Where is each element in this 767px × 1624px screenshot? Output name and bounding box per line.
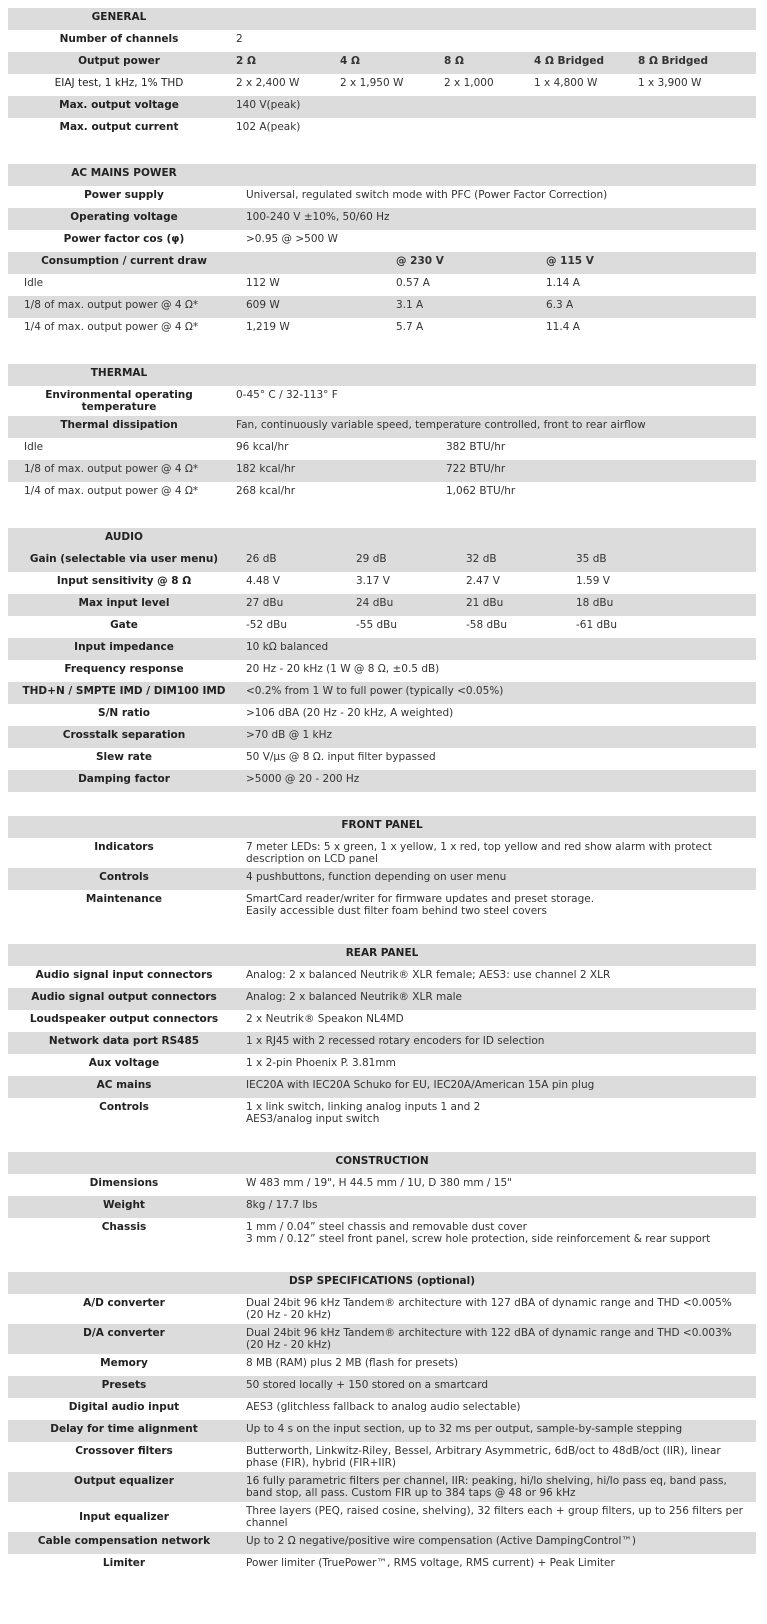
btu-value: 382 BTU/hr bbox=[446, 441, 506, 453]
max-current-value: 102 A(peak) bbox=[236, 121, 301, 133]
thermal-row-label: 1/4 of max. output power @ 4 Ω* bbox=[24, 485, 199, 497]
chassis-line: 3 mm / 0.12” steel front panel, screw hole protection, side reinforcement & rear support bbox=[246, 1233, 711, 1245]
front-controls-label: Controls bbox=[8, 868, 240, 890]
network-port-value: 1 x RJ45 with 2 recessed rotary encoders for ID selection bbox=[240, 1032, 756, 1054]
delay-label: Delay for time alignment bbox=[8, 1420, 240, 1442]
gate-value: -52 dBu bbox=[246, 619, 288, 631]
dimensions-value: W 483 mm / 19", H 44.5 mm / 1U, D 380 mm / 15" bbox=[246, 1177, 512, 1189]
maintenance-label: Maintenance bbox=[85, 893, 163, 905]
speaker-connectors-value: 2 x Neutrik® Speakon NL4MD bbox=[246, 1013, 404, 1025]
power-supply-value: Universal, regulated switch mode with PFC (Power Factor Correction) bbox=[246, 189, 608, 201]
power-header: 4 Ω bbox=[334, 52, 438, 74]
btu-value: 1,062 BTU/hr bbox=[446, 485, 516, 497]
kcal-value: 96 kcal/hr bbox=[236, 441, 289, 453]
rear-controls-line: 1 x link switch, linking analog inputs 1 and 2 bbox=[246, 1101, 481, 1113]
gain-label: Gain (selectable via user menu) bbox=[8, 550, 240, 572]
gain-value: 26 dB bbox=[240, 550, 350, 572]
presets-label: Presets bbox=[8, 1376, 240, 1398]
aux-voltage-value: 1 x 2-pin Phoenix P. 3.81mm bbox=[246, 1057, 396, 1069]
kcal-value: 182 kcal/hr bbox=[230, 460, 440, 482]
impedance-label: Input impedance bbox=[8, 638, 240, 660]
dissipation-label: Thermal dissipation bbox=[8, 416, 230, 438]
operating-voltage-label: Operating voltage bbox=[8, 208, 240, 230]
da-value: Dual 24bit 96 kHz Tandem® architecture with 122 dBA of dynamic range and THD <0.003% (20 Hz - 20 kHz) bbox=[240, 1324, 756, 1354]
memory-value: 8 MB (RAM) plus 2 MB (flash for presets) bbox=[246, 1357, 459, 1369]
ad-label: A/D converter bbox=[83, 1297, 165, 1309]
crossover-value: Butterworth, Linkwitz-Riley, Bessel, Arbitrary Asymmetric, 6dB/oct to 48dB/oct (IIR), linear phase (FIR), hybrid (FIR+IIR) bbox=[246, 1445, 721, 1469]
front-title: FRONT PANEL bbox=[8, 816, 756, 838]
delay-value: Up to 4 s on the input section, up to 32 ms per output, sample-by-sample stepping bbox=[240, 1420, 756, 1442]
thermal-table bbox=[8, 364, 756, 504]
cable-comp-label: Cable compensation network bbox=[8, 1532, 240, 1554]
max-input-value: 18 dBu bbox=[570, 594, 756, 616]
limiter-value: Power limiter (TruePower™, RMS voltage, RMS current) + Peak Limiter bbox=[246, 1557, 615, 1569]
freq-label: Frequency response bbox=[64, 663, 184, 675]
front-controls-value: 4 pushbuttons, function depending on user menu bbox=[240, 868, 756, 890]
sensitivity-value: 2.47 V bbox=[466, 575, 500, 587]
sn-label: S/N ratio bbox=[98, 707, 150, 719]
output-connectors-label: Audio signal output connectors bbox=[8, 988, 240, 1010]
rear-title: REAR PANEL bbox=[8, 944, 756, 966]
power-factor-label: Power factor cos (φ) bbox=[63, 233, 185, 245]
thd-value: <0.2% from 1 W to full power (typically <0.05%) bbox=[240, 682, 756, 704]
power-header: 8 Ω bbox=[438, 52, 528, 74]
gain-value: 29 dB bbox=[350, 550, 460, 572]
eiaj-value: 2 x 1,000 bbox=[444, 77, 494, 89]
env-temp-value: 0-45° C / 32-113° F bbox=[236, 389, 338, 401]
thermal-title: THERMAL bbox=[8, 364, 230, 386]
digital-input-label: Digital audio input bbox=[68, 1401, 180, 1413]
rear-panel-table bbox=[8, 944, 756, 1128]
general-title: GENERAL bbox=[8, 8, 230, 30]
cons-row-label: Idle bbox=[24, 277, 44, 289]
crossover-label: Crossover filters bbox=[75, 1445, 173, 1457]
construction-title: CONSTRUCTION bbox=[8, 1152, 756, 1174]
max-voltage-label: Max. output voltage bbox=[8, 96, 230, 118]
power-header: 4 Ω Bridged bbox=[528, 52, 632, 74]
weight-value: 8kg / 17.7 lbs bbox=[240, 1196, 756, 1218]
slew-value: 50 V/μs @ 8 Ω. input filter bypassed bbox=[246, 751, 436, 763]
power-factor-value: >0.95 @ >500 W bbox=[246, 233, 338, 245]
network-port-label: Network data port RS485 bbox=[8, 1032, 240, 1054]
slew-label: Slew rate bbox=[95, 751, 153, 763]
kcal-value: 268 kcal/hr bbox=[236, 485, 296, 497]
aux-voltage-label: Aux voltage bbox=[88, 1057, 160, 1069]
rear-controls-label: Controls bbox=[99, 1101, 149, 1113]
input-connectors-label: Audio signal input connectors bbox=[35, 969, 213, 981]
gate-value: -61 dBu bbox=[576, 619, 618, 631]
sn-value: >106 dBA (20 Hz - 20 kHz, A weighted) bbox=[246, 707, 454, 719]
gate-value: -58 dBu bbox=[466, 619, 508, 631]
dsp-table bbox=[8, 1272, 756, 1576]
input-connectors-value: Analog: 2 x balanced Neutrik® XLR female; AES3: use channel 2 XLR bbox=[246, 969, 611, 981]
eiaj-value: 2 x 2,400 W bbox=[236, 77, 300, 89]
indicators-value: 7 meter LEDs: 5 x green, 1 x yellow, 1 x red, top yellow and red show alarm with protect description on LCD panel bbox=[246, 841, 712, 865]
crosstalk-label: Crosstalk separation bbox=[8, 726, 240, 748]
ac-mains-label: AC mains bbox=[8, 1076, 240, 1098]
freq-value: 20 Hz - 20 kHz (1 W @ 8 Ω, ±0.5 dB) bbox=[246, 663, 440, 675]
max-input-value: 27 dBu bbox=[240, 594, 350, 616]
power-header: 8 Ω Bridged bbox=[632, 52, 756, 74]
cons-amps-115: 1.14 A bbox=[546, 277, 580, 289]
audio-table bbox=[8, 528, 756, 792]
gain-value: 35 dB bbox=[570, 550, 756, 572]
presets-value: 50 stored locally + 150 stored on a smartcard bbox=[240, 1376, 756, 1398]
speaker-connectors-label: Loudspeaker output connectors bbox=[29, 1013, 219, 1025]
general-table bbox=[8, 8, 756, 140]
thd-label: THD+N / SMPTE IMD / DIM100 IMD bbox=[8, 682, 240, 704]
sensitivity-value: 4.48 V bbox=[246, 575, 280, 587]
max-input-label: Max input level bbox=[8, 594, 240, 616]
weight-label: Weight bbox=[8, 1196, 240, 1218]
digital-input-value: AES3 (glitchless fallback to analog audio selectable) bbox=[246, 1401, 521, 1413]
impedance-value: 10 kΩ balanced bbox=[240, 638, 756, 660]
ac-title: AC MAINS POWER bbox=[8, 164, 240, 186]
cons-amps-230: 5.7 A bbox=[396, 321, 424, 333]
thermal-row-label: 1/8 of max. output power @ 4 Ω* bbox=[8, 460, 230, 482]
maintenance-line: Easily accessible dust filter foam behind two steel covers bbox=[246, 905, 547, 917]
cons-amps-230: 3.1 A bbox=[390, 296, 540, 318]
damping-label: Damping factor bbox=[8, 770, 240, 792]
eiaj-value: 1 x 3,900 W bbox=[638, 77, 702, 89]
gate-value: -55 dBu bbox=[356, 619, 398, 631]
cable-comp-value: Up to 2 Ω negative/positive wire compensation (Active DampingControl™) bbox=[240, 1532, 756, 1554]
max-current-label: Max. output current bbox=[59, 121, 179, 133]
col-230v: @ 230 V bbox=[390, 252, 540, 274]
eiaj-value: 1 x 4,800 W bbox=[534, 77, 598, 89]
audio-title: AUDIO bbox=[8, 528, 240, 550]
front-panel-table bbox=[8, 816, 756, 920]
eiaj-value: 2 x 1,950 W bbox=[340, 77, 404, 89]
dimensions-label: Dimensions bbox=[89, 1177, 159, 1189]
operating-voltage-value: 100-240 V ±10%, 50/60 Hz bbox=[240, 208, 756, 230]
consumption-label: Consumption / current draw bbox=[8, 252, 240, 274]
indicators-label: Indicators bbox=[94, 841, 154, 853]
cons-watts: 1,219 W bbox=[246, 321, 290, 333]
da-label: D/A converter bbox=[8, 1324, 240, 1354]
cons-row-label: 1/4 of max. output power @ 4 Ω* bbox=[24, 321, 199, 333]
channels-value: 2 bbox=[236, 33, 243, 45]
spec-sheet bbox=[8, 0, 756, 1576]
input-eq-value: Three layers (PEQ, raised cosine, shelving), 32 filters each + group filters, up to 256 filters per channel bbox=[246, 1505, 743, 1529]
channels-label: Number of channels bbox=[59, 33, 179, 45]
power-header: 2 Ω bbox=[230, 52, 334, 74]
rear-controls-line: AES3/analog input switch bbox=[246, 1113, 380, 1125]
eiaj-label: EIAJ test, 1 kHz, 1% THD bbox=[54, 77, 184, 89]
memory-label: Memory bbox=[100, 1357, 148, 1369]
input-eq-label: Input equalizer bbox=[79, 1511, 169, 1523]
max-voltage-value: 140 V(peak) bbox=[230, 96, 756, 118]
maintenance-line: SmartCard reader/writer for firmware updates and preset storage. bbox=[246, 893, 595, 905]
cons-watts: 609 W bbox=[240, 296, 390, 318]
chassis-line: 1 mm / 0.04” steel chassis and removable dust cover bbox=[246, 1221, 527, 1233]
construction-table bbox=[8, 1152, 756, 1248]
ac-mains-table bbox=[8, 164, 756, 340]
cons-amps-115: 6.3 A bbox=[540, 296, 756, 318]
cons-row-label: 1/8 of max. output power @ 4 Ω* bbox=[8, 296, 240, 318]
output-connectors-value: Analog: 2 x balanced Neutrik® XLR male bbox=[240, 988, 756, 1010]
gate-label: Gate bbox=[110, 619, 138, 631]
cons-amps-230: 0.57 A bbox=[396, 277, 430, 289]
sensitivity-label: Input sensitivity @ 8 Ω bbox=[56, 575, 192, 587]
cons-amps-115: 11.4 A bbox=[546, 321, 580, 333]
col-115v: @ 115 V bbox=[540, 252, 756, 274]
sensitivity-value: 3.17 V bbox=[356, 575, 390, 587]
chassis-label: Chassis bbox=[101, 1221, 147, 1233]
crosstalk-value: >70 dB @ 1 kHz bbox=[240, 726, 756, 748]
output-eq-value: 16 fully parametric filters per channel, IIR: peaking, hi/lo shelving, hi/lo pass eq, band pass, band stop, all pass. Custom FIR up to 384 taps @ 48 or 96 kHz bbox=[240, 1472, 756, 1502]
ac-mains-value: IEC20A with IEC20A Schuko for EU, IEC20A/American 15A pin plug bbox=[240, 1076, 756, 1098]
max-input-value: 24 dBu bbox=[350, 594, 460, 616]
dsp-title: DSP SPECIFICATIONS (optional) bbox=[8, 1272, 756, 1294]
gain-value: 32 dB bbox=[460, 550, 570, 572]
dissipation-value: Fan, continuously variable speed, temperature controlled, front to rear airflow bbox=[230, 416, 756, 438]
ad-value: Dual 24bit 96 kHz Tandem® architecture with 127 dBA of dynamic range and THD <0.005% (20 Hz - 20 kHz) bbox=[246, 1297, 732, 1321]
cons-watts: 112 W bbox=[246, 277, 280, 289]
limiter-label: Limiter bbox=[102, 1557, 146, 1569]
btu-value: 722 BTU/hr bbox=[440, 460, 756, 482]
power-supply-label: Power supply bbox=[84, 189, 164, 201]
thermal-row-label: Idle bbox=[24, 441, 44, 453]
max-input-value: 21 dBu bbox=[460, 594, 570, 616]
output-eq-label: Output equalizer bbox=[8, 1472, 240, 1502]
env-temp-label: Environmental operating temperature bbox=[45, 389, 193, 413]
damping-value: >5000 @ 20 - 200 Hz bbox=[240, 770, 756, 792]
sensitivity-value: 1.59 V bbox=[576, 575, 610, 587]
output-power-label: Output power bbox=[8, 52, 230, 74]
